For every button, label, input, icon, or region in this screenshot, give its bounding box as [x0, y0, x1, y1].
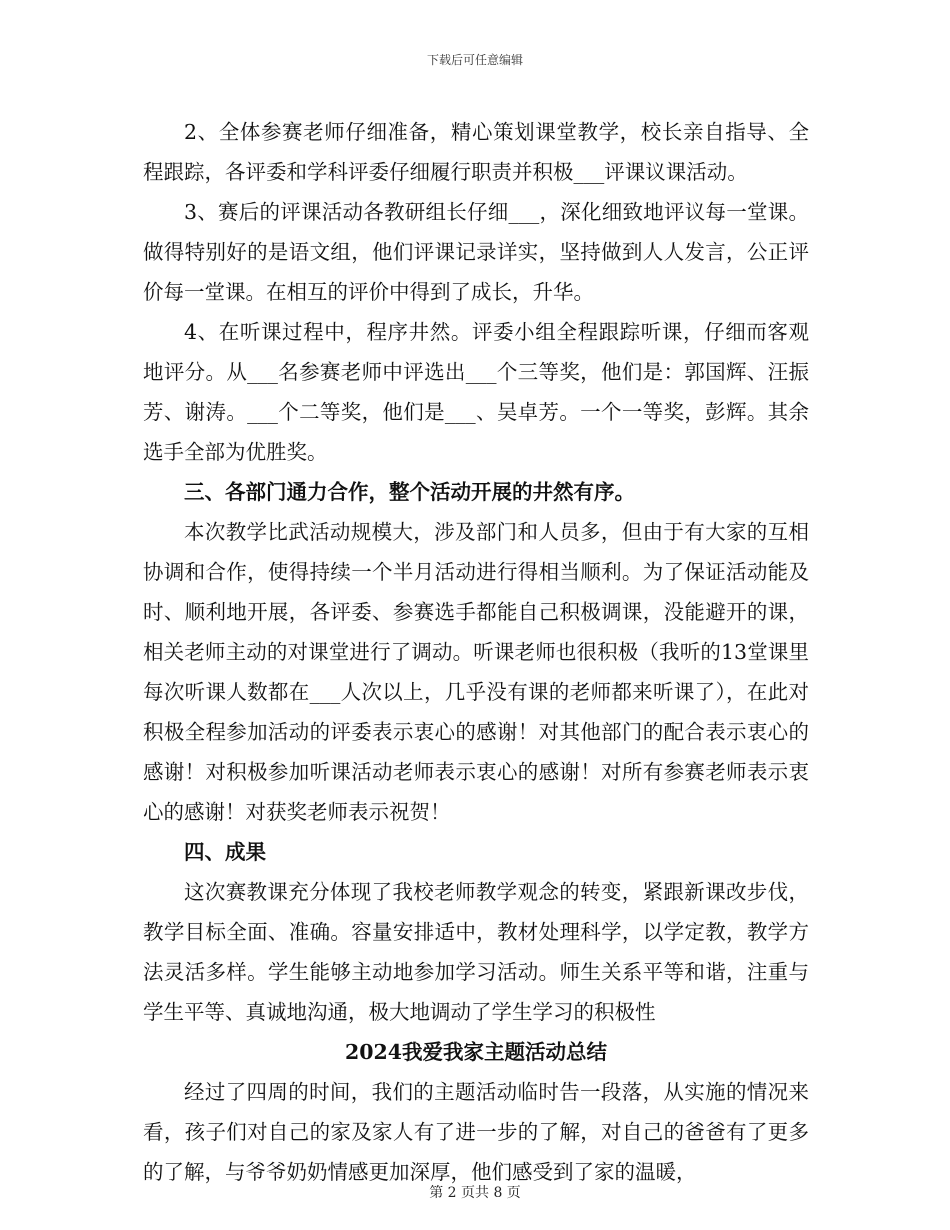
paragraph-summary-intro: 经过了四周的时间，我们的主题活动临时告一段落，从实施的情况来看，孩子们对自己的家及家人有了进一步的了解，对自己的爸爸有了更多的了解，与爷爷奶奶情感更加深厚，他们感受到了家的温暖， [143, 1080, 809, 1184]
page-header: 下载后可任意编辑 [426, 53, 523, 67]
section-heading-3: 三、各部门通力合作，整个活动开展的井然有序。 [184, 480, 635, 504]
document-body [143, 112, 809, 1192]
paragraph-cooperation: 本次教学比武活动规模大，涉及部门和人员多，但由于有大家的互相协调和合作，使得持续一个半月活动进行得相当顺利。为了保证活动能及时、顺利地开展，各评委、参赛选手都能自己积极调课，没能避开的课，相关老师主动的对课堂进行了调动。听课老师也很积极（我听的13堂课里每次听课人数都在___人次以上，几乎没有课的老师都来听课了），在此对积极全程参加活动的评委表示衷心的感谢！对其他部门的配合表示衷心的感谢！对积极参加听课活动老师表示衷心的感谢！对所有参赛老师表示衷心的感谢！对获奖老师表示祝贺！ [143, 520, 809, 824]
paragraph-item-3: 3、赛后的评课活动各教研组长仔细___，深化细致地评议每一堂课。做得特别好的是语文组，他们评课记录详实，坚持做到人人发言，公正评价每一堂课。在相互的评价中得到了成长，升华。 [143, 200, 809, 304]
page-footer: 第 2 页共 8 页 [429, 1185, 521, 1201]
paragraph-item-4: 4、在听课过程中，程序井然。评委小组全程跟踪听课，仔细而客观地评分。从___名参赛老师中评选出___个三等奖，他们是：郭国辉、汪振芳、谢涛。___个二等奖，他们是___、吴卓芳。一个一等奖，彭辉。其余选手全部为优胜奖。 [143, 320, 809, 464]
paragraph-results: 这次赛教课充分体现了我校老师教学观念的转变，紧跟新课改步伐，教学目标全面、准确。容量安排适中，教材处理科学，以学定教，教学方法灵活多样。学生能够主动地参加学习活动。师生关系平等和谐，注重与学生平等、真诚地沟通，极大地调动了学生学习的积极性 [143, 880, 809, 1024]
paragraph-item-2: 2、全体参赛老师仔细准备，精心策划课堂教学，校长亲自指导、全程跟踪，各评委和学科评委仔细履行职责并积极___评课议课活动。 [143, 120, 809, 184]
document-title: 2024我爱我家主题活动总结 [344, 1040, 608, 1064]
section-heading-4: 四、成果 [184, 840, 266, 864]
